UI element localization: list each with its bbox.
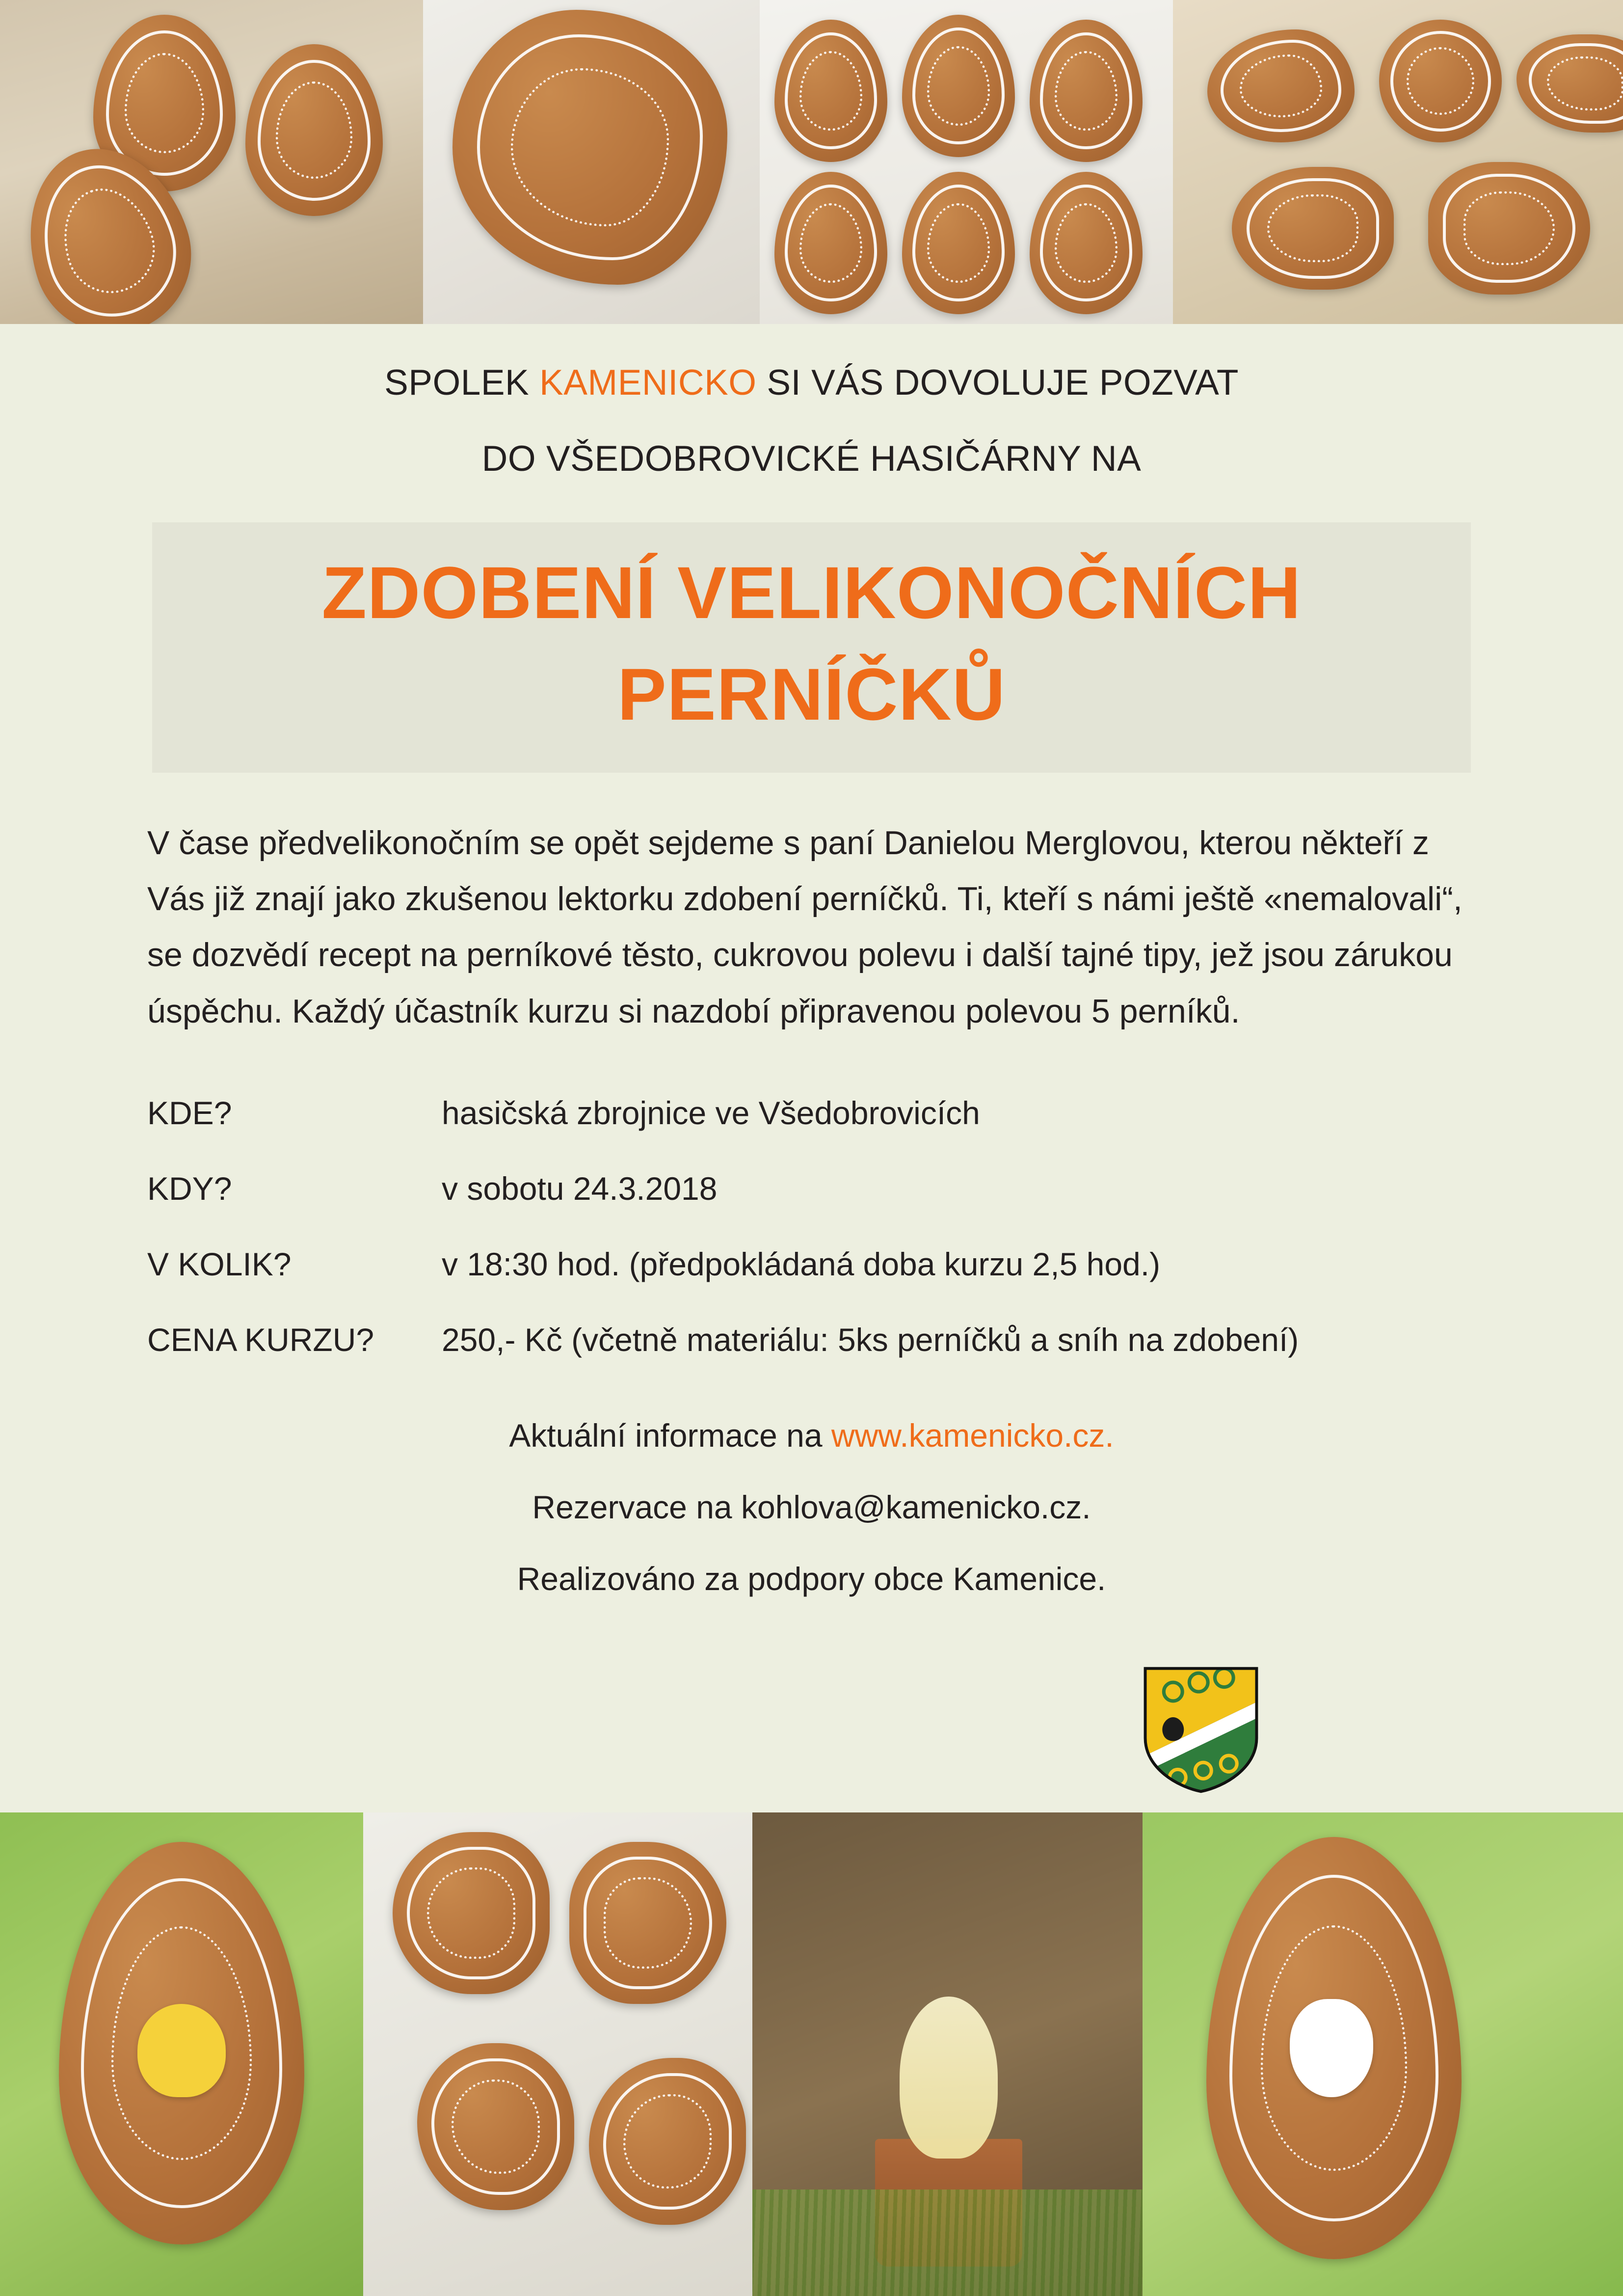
table-row [147, 1094, 1299, 1170]
photo-gingerbread-eggs-linen [0, 0, 423, 324]
footer-block [0, 1419, 1623, 1595]
photo-easter-decoration-feather [752, 1812, 1143, 2296]
detail-value-price: 250,- Kč (včetně materiálu: 5ks perníčků a sníh na zdobení) [442, 1321, 1299, 1358]
detail-value-date: v sobotu 24.3.2018 [442, 1170, 718, 1207]
description-paragraph: V čase předvelikonočním se opět sejdeme s paní Danielou Merglovou, kterou někteří z Vás již znají jako zkušenou lektorku zdobení perníčků. Ti, kteří s námi ještě «nemalovali“, se dozvědí recept na perníkové těsto, cukrovou polevu i další tajné tipy, jež jsou zárukou úspěchu. Každý účastník kurzu si nazdobí připravenou polevou 5 perníků. [147, 824, 1463, 1030]
photo-gingerbread-hen [423, 0, 760, 324]
event-details-table [147, 1094, 1299, 1397]
detail-value-place: hasičská zbrojnice ve Všedobrovicích [442, 1094, 980, 1131]
website-line [0, 1419, 1623, 1452]
invite-line-2: DO VŠEDOBROVICKÉ HASIČÁRNY NA [481, 439, 1142, 479]
top-photo-strip [0, 0, 1623, 324]
title-banner [152, 522, 1471, 773]
detail-value-time: v 18:30 hod. (předpokládaná doba kurzu 2,5 hod.) [442, 1245, 1161, 1282]
coat-of-arms-kamenice [1142, 1666, 1260, 1794]
photo-egg-with-chick [0, 1812, 363, 2296]
reservation-line[interactable]: Rezervace na kohlova@kamenicko.cz. [532, 1488, 1091, 1525]
website-link[interactable]: www.kamenicko.cz. [831, 1417, 1114, 1454]
detail-label-date: KDY? [147, 1170, 232, 1207]
detail-label-place: KDE? [147, 1094, 232, 1131]
bottom-photo-strip [0, 1812, 1623, 2296]
photo-gingerbread-egg-row [760, 0, 1173, 324]
invite-line-1 [0, 362, 1623, 403]
photo-alt [752, 1812, 753, 1813]
invite-prefix: SPOLEK [384, 363, 539, 403]
page-title-line-2: PERNÍČKŮ [617, 653, 1006, 735]
photo-alt [363, 1812, 364, 1813]
table-row [147, 1245, 1299, 1321]
poster-content [0, 324, 1623, 1812]
table-row [147, 1321, 1299, 1397]
detail-label-price: CENA KURZU? [147, 1321, 374, 1358]
photo-gingerbread-birds-flowers [1173, 0, 1623, 324]
table-row [147, 1170, 1299, 1245]
detail-label-time: V KOLIK? [147, 1245, 292, 1282]
website-prefix: Aktuální informace na [509, 1417, 831, 1454]
organizer-name: KAMENICKO [539, 363, 757, 403]
page-title-line-1: ZDOBENÍ VELIKONOČNÍCH [321, 551, 1302, 634]
invite-suffix: SI VÁS DOVOLUJE POZVAT [756, 363, 1239, 403]
photo-egg-with-bunny [1143, 1812, 1623, 2296]
support-line: Realizováno za podpory obce Kamenice. [517, 1560, 1106, 1597]
photo-gingerbread-hens [363, 1812, 752, 2296]
